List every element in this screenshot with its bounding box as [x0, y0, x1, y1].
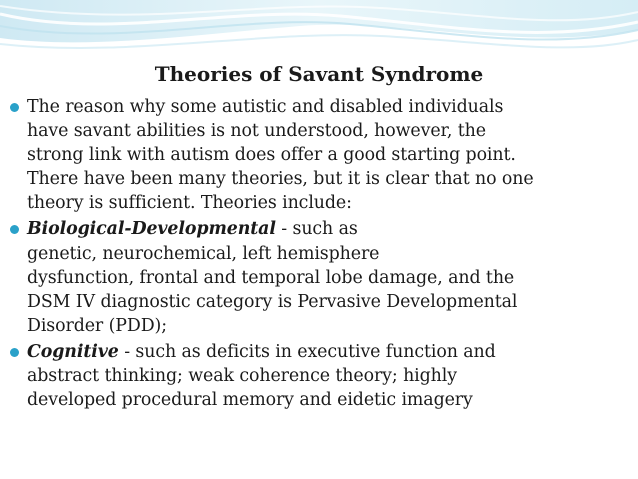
bullet-intro [10, 95, 630, 215]
bullet-first-line [27, 217, 630, 241]
term-description: - such as deficits in executive function and [118, 341, 496, 362]
term-description: - such as [275, 219, 358, 240]
bullet-line: developed procedural memory and eidetic imagery [27, 390, 473, 411]
theory-term: Biological-Developmental [27, 219, 276, 240]
bullet-line: strong link with autism does offer a good starting point. [27, 145, 516, 166]
bullet-cognitive [10, 340, 630, 412]
theory-term: Cognitive [27, 341, 119, 362]
slide-title: Theories of Savant Syndrome [154, 62, 484, 86]
bullet-dot-icon [10, 103, 19, 112]
bullet-line: Disorder (PDD); [27, 315, 167, 336]
bullet-line: have savant abilities is not understood, however, the [27, 121, 486, 142]
bullet-dot-icon [10, 225, 19, 234]
bullet-list [10, 95, 630, 414]
bullet-line: genetic, neurochemical, left hemisphere [27, 243, 380, 264]
bullet-dot-icon [10, 348, 19, 357]
bullet-line: There have been many theories, but it is clear that no one [27, 169, 534, 190]
bullet-biological-developmental [10, 217, 630, 337]
bullet-line: dysfunction, frontal and temporal lobe damage, and the [27, 267, 515, 288]
header-wave-decoration [0, 0, 638, 60]
bullet-line: abstract thinking; weak coherence theory; highly [27, 366, 457, 387]
bullet-line: theory is sufficient. Theories include: [27, 193, 352, 214]
bullet-line: DSM IV diagnostic category is Pervasive Developmental [27, 291, 518, 312]
bullet-first-line [27, 340, 630, 364]
bullet-line: The reason why some autistic and disabled individuals [27, 97, 504, 117]
